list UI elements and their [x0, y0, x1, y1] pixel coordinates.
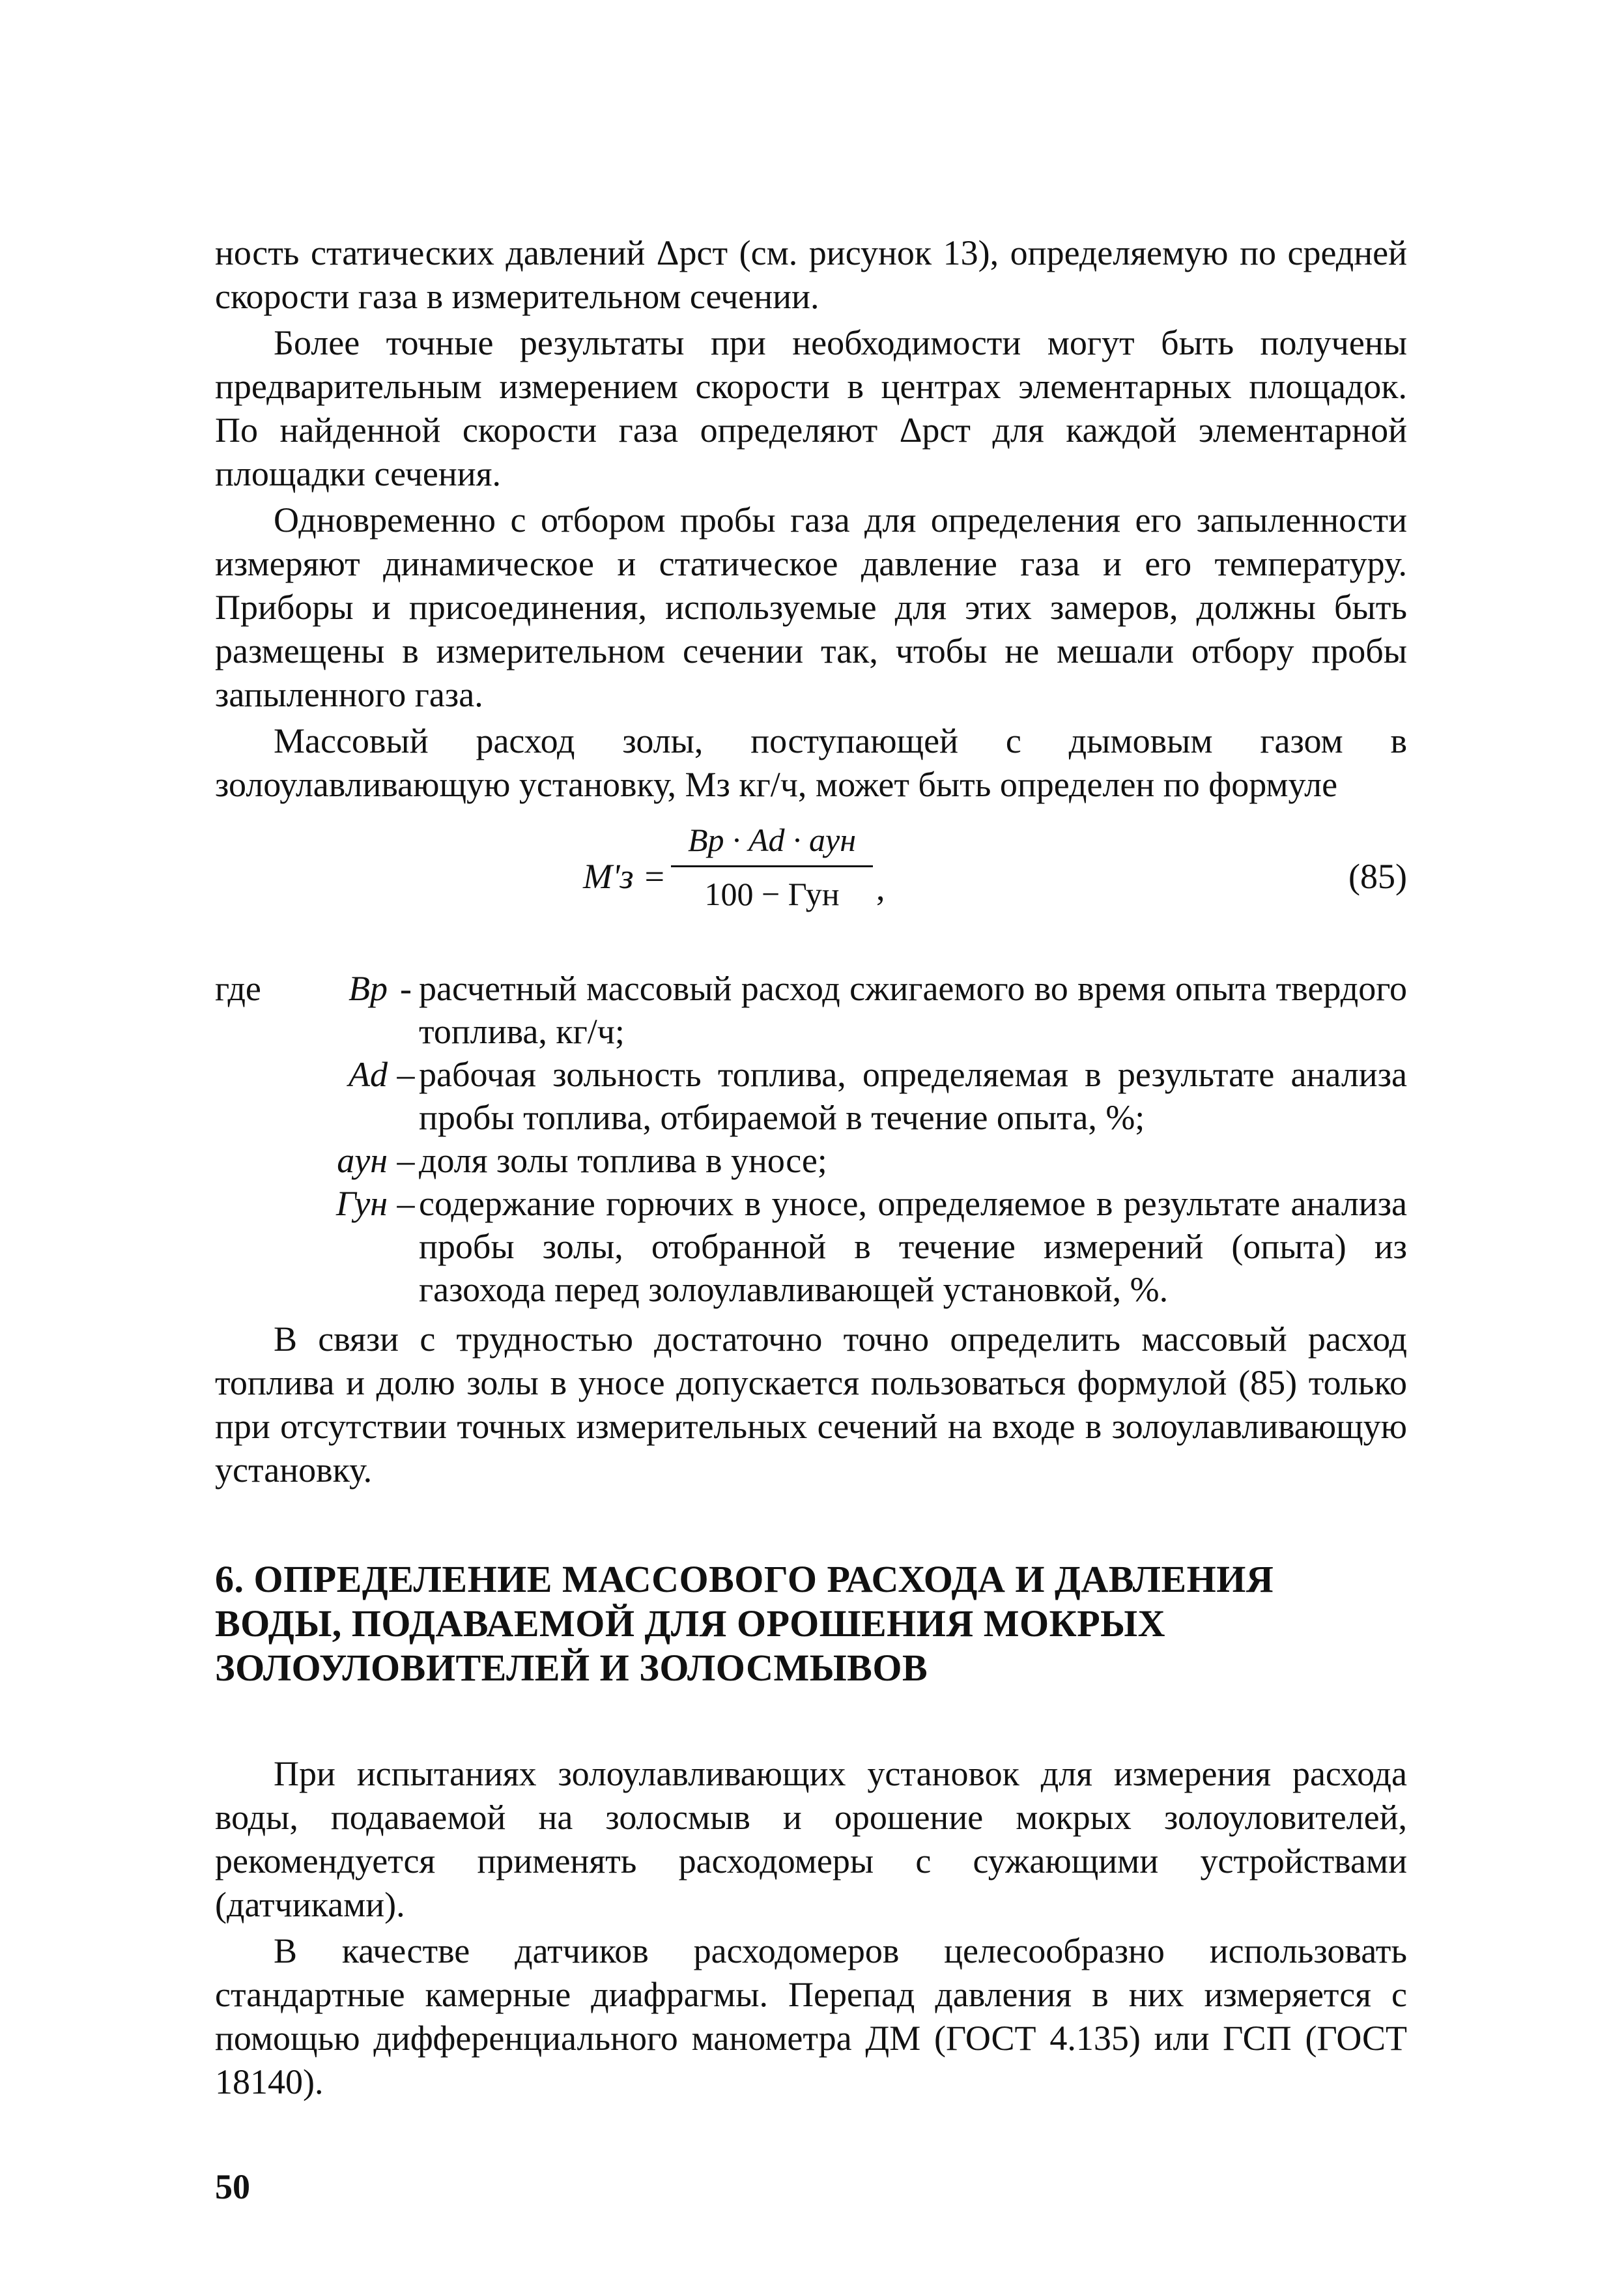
definition-symbol: Ad: [349, 1055, 388, 1094]
definition-symbol: Bр: [349, 969, 388, 1008]
formula-comma: ,: [876, 869, 885, 908]
heading-line: ВОДЫ, ПОДАВАЕМОЙ ДЛЯ ОРОШЕНИЯ МОКРЫХ: [215, 1602, 1165, 1645]
document-page: [215, 231, 1407, 2107]
heading-line: 6. ОПРЕДЕЛЕНИЕ МАССОВОГО РАСХОДА И ДАВЛЕНИЯ: [215, 1558, 1274, 1600]
definition-row: [215, 1053, 1407, 1139]
formula-85: [215, 811, 1407, 960]
paragraph-diaphragms: В качестве датчиков расходомеров целесообразно использовать стандартные камерные диафрагмы. Перепад давления в них измеряется с помощью дифференциального манометра ДМ (ГОСТ 4.135) или ГСП (ГОСТ 18140).: [215, 1931, 1407, 2101]
formula-denominator: 100 − Гун: [704, 876, 840, 912]
symbol-definitions: [215, 967, 1407, 1311]
definition-dash: -: [400, 969, 412, 1008]
formula-fraction: [671, 817, 873, 917]
definition-text: содержание горючих в уносе, определяемое в результате анализа пробы золы, отобранной в течение измерений (опыта) из газохода перед золоулавливающей установкой, %.: [419, 1184, 1407, 1309]
paragraph-precise-results: Более точные результаты при необходимости могут быть получены предварительным измерением скорости в центрах элементарных площадок. По найденной скорости газа определяют Δрст для каждой элементарной площадки сечения.: [215, 323, 1407, 493]
definition-symbol: aун: [337, 1141, 388, 1180]
paragraph-ash-mass-flow: Массовый расход золы, поступающей с дымовым газом в золоулавливающую установку, Mз кг/ч, может быть определен по формуле: [215, 721, 1407, 804]
formula-lhs: M'з =: [583, 857, 666, 896]
definition-text: расчетный массовый расход сжигаемого во время опыта твердого топлива, кг/ч;: [419, 969, 1407, 1051]
definition-dash: –: [397, 1141, 415, 1180]
definition-text: доля золы топлива в уносе;: [419, 1141, 827, 1180]
heading-line: ЗОЛОУЛОВИТЕЛЕЙ И ЗОЛОСМЫВОВ: [215, 1647, 928, 1689]
definition-text: рабочая зольность топлива, определяемая в результате анализа пробы топлива, отбираемой в течение опыта, %;: [419, 1055, 1407, 1137]
definition-dash: –: [397, 1184, 415, 1223]
equation-number: (85): [1348, 857, 1407, 896]
paragraph-static-pressure: ность статических давлений Δpст (см. рисунок 13), определяемую по средней скорости газа в измерительном сечении.: [215, 233, 1407, 316]
fraction-bar: [671, 865, 873, 867]
paragraph-formula-limitation: В связи с трудностью достаточно точно определить массовый расход топлива и долю золы в уносе допускается пользоваться формулой (85) только при отсутствии точных измерительных сечений на входе в золоулавливающую установку.: [215, 1319, 1407, 1490]
definition-row: [215, 1182, 1407, 1311]
definition-symbol: Гун: [335, 1184, 388, 1223]
definition-dash: –: [397, 1055, 415, 1094]
formula-numerator: Bр · Ad · aун: [687, 822, 857, 858]
paragraph-simultaneous-measurement: Одновременно с отбором пробы газа для определения его запыленности измеряют динамическое и статическое давление газа и его температуру. Приборы и присоединения, используемые для этих замеров, должны быть размещены в измерительном сечении так, чтобы не мешали отбору пробы запыленного газа.: [215, 500, 1407, 714]
section-heading: [215, 1557, 1407, 1690]
page-number: 50: [215, 2167, 250, 2206]
paragraph-flowmeters: При испытаниях золоулавливающих установок для измерения расхода воды, подаваемой на золосмыв и орошение мокрых золоуловителей, рекомендуется применять расходомеры с сужающими устройствами (датчиками).: [215, 1754, 1407, 1924]
where-label: где: [215, 969, 261, 1008]
definition-row: [215, 967, 1407, 1053]
definition-row: [215, 1139, 1407, 1182]
